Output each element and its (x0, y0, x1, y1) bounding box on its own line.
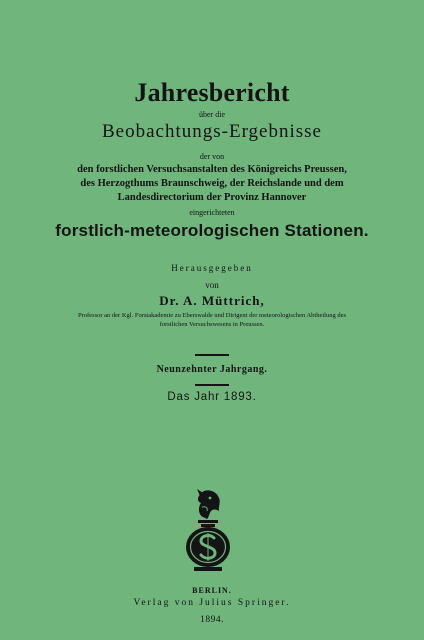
publication-year: 1894. (200, 615, 224, 625)
report-subtitle: Beobachtungs-Ergebnisse (102, 121, 322, 142)
publication-city: BERLIN. (192, 586, 232, 595)
springer-knight-emblem-icon (180, 487, 236, 573)
connector-text-der-von: der von (199, 152, 225, 161)
edited-by-label: Herausgegeben (171, 263, 253, 273)
connector-text-ueber: über die (199, 110, 225, 119)
author-name: Dr. A. Müttrich, (159, 293, 265, 308)
institutions-line-3: Landesdirectorium der Provinz Hannover (117, 192, 307, 203)
divider-rule-top (195, 354, 229, 356)
author-affiliation-line-1: Professor an der Kgl. Forstakademie zu Eberswalde und Dirigent der meteorologischen Abtheilung des (77, 312, 347, 319)
publisher-name: Verlag von Julius Springer. (133, 598, 291, 608)
divider-rule-bottom (195, 384, 229, 386)
report-year: Das Jahr 1893. (167, 391, 257, 403)
edition-label: Neunzehnter Jahrgang. (156, 364, 268, 375)
author-affiliation-line-2: forstlichen Versuchswesens in Preussen. (159, 321, 265, 328)
by-label: von (205, 280, 219, 290)
institutions-line-1: den forstlichen Versuchsanstalten des Königreichs Preussen, (77, 164, 347, 175)
connector-text-eingerichteten: eingerichteten (189, 208, 235, 217)
institutions-line-2: des Herzogthums Braunschweig, der Reichslande und dem (80, 178, 344, 189)
report-title: Jahresbericht (134, 78, 290, 107)
stations-heading: forstlich-meteorologischen Stationen. (55, 221, 369, 240)
